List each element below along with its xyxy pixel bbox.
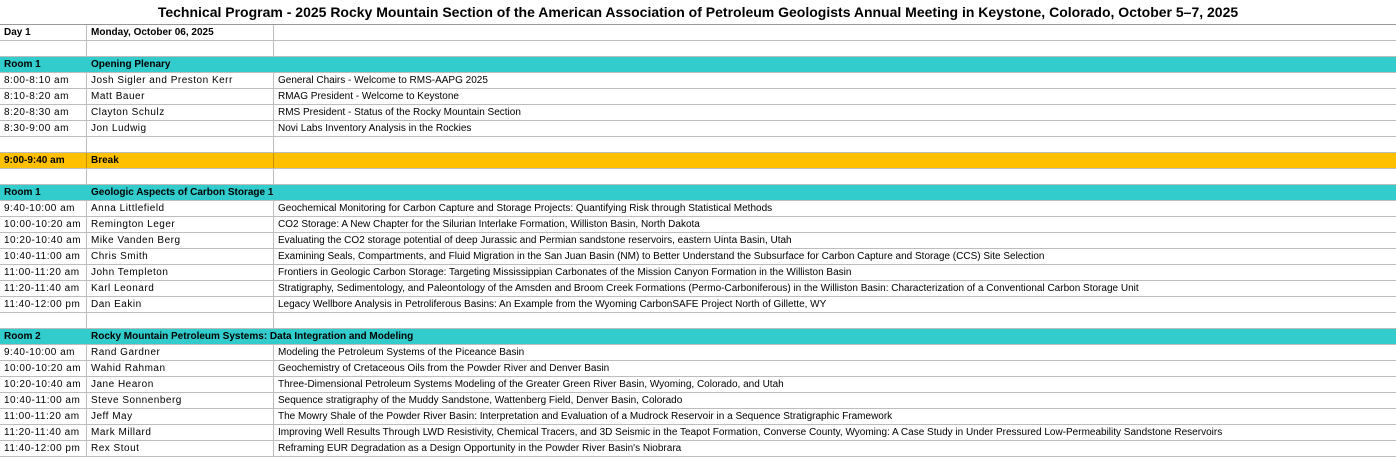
session-title: Opening Plenary bbox=[87, 57, 274, 72]
page-title: Technical Program - 2025 Rocky Mountain Section of the American Association of Petroleum Geologists Annual Meeting in Keystone, Colorado, October 5–7, 2025 bbox=[0, 0, 1396, 25]
talk-row bbox=[0, 281, 1396, 297]
talk-row bbox=[0, 249, 1396, 265]
talk-time: 11:40-12:00 pm bbox=[0, 297, 87, 312]
talk-time: 8:00-8:10 am bbox=[0, 73, 87, 88]
talk-title: Improving Well Results Through LWD Resistivity, Chemical Tracers, and 3D Seismic in the Teapot Formation, Converse County, Wyoming: A Case Study in Under Pressured Low-Permeability Sandstone Reservoirs bbox=[278, 427, 1223, 438]
talk-speaker: Anna Littlefield bbox=[87, 201, 274, 216]
talk-title: Examining Seals, Compartments, and Fluid Migration in the San Juan Basin (NM) to Better Understand the Subsurface for Carbon Capture and Storage (CCS) Site Selection bbox=[278, 251, 1045, 262]
talk-speaker: Rand Gardner bbox=[87, 345, 274, 360]
talk-time: 11:40-12:00 pm bbox=[0, 441, 87, 456]
talk-title: Geochemistry of Cretaceous Oils from the Powder River and Denver Basin bbox=[278, 363, 610, 374]
spacer-row bbox=[0, 137, 1396, 153]
talk-speaker: Remington Leger bbox=[87, 217, 274, 232]
talk-title: Legacy Wellbore Analysis in Petroliferous Basins: An Example from the Wyoming CarbonSAFE Project North of Gillette, WY bbox=[278, 299, 827, 310]
session-title: Rocky Mountain Petroleum Systems: Data Integration and Modeling bbox=[87, 329, 274, 344]
talk-row bbox=[0, 441, 1396, 457]
talk-speaker: Wahid Rahman bbox=[87, 361, 274, 376]
talk-speaker: Mike Vanden Berg bbox=[87, 233, 274, 248]
talk-time: 10:20-10:40 am bbox=[0, 377, 87, 392]
talk-speaker: John Templeton bbox=[87, 265, 274, 280]
spacer-row bbox=[0, 169, 1396, 185]
day-empty bbox=[274, 25, 1396, 40]
session-header-row bbox=[0, 329, 1396, 345]
talk-title: Three-Dimensional Petroleum Systems Modeling of the Greater Green River Basin, Wyoming, Colorado, and Utah bbox=[278, 379, 784, 390]
talk-speaker: Karl Leonard bbox=[87, 281, 274, 296]
talk-time: 10:20-10:40 am bbox=[0, 233, 87, 248]
day-label: Day 1 bbox=[0, 25, 87, 40]
talk-speaker: Jon Ludwig bbox=[87, 121, 274, 136]
day-row bbox=[0, 25, 1396, 41]
spacer-row bbox=[0, 41, 1396, 57]
break-row bbox=[0, 153, 1396, 169]
talk-title: Geochemical Monitoring for Carbon Capture and Storage Projects: Quantifying Risk through Statistical Methods bbox=[278, 203, 773, 214]
talk-title: Stratigraphy, Sedimentology, and Paleontology of the Amsden and Broom Creek Formations (Permo-Carboniferous) in the Williston Basin: Characterization of a Conventional Carbon Storage Unit bbox=[278, 283, 1139, 294]
talk-time: 9:40-10:00 am bbox=[0, 345, 87, 360]
talk-speaker: Jane Hearon bbox=[87, 377, 274, 392]
talk-row bbox=[0, 73, 1396, 89]
talk-time: 11:00-11:20 am bbox=[0, 409, 87, 424]
talk-time: 8:20-8:30 am bbox=[0, 105, 87, 120]
talk-time: 10:40-11:00 am bbox=[0, 249, 87, 264]
talk-title: Novi Labs Inventory Analysis in the Rockies bbox=[278, 123, 472, 134]
talk-row bbox=[0, 233, 1396, 249]
session-room: Room 1 bbox=[0, 185, 87, 200]
talk-row bbox=[0, 297, 1396, 313]
talk-title: General Chairs - Welcome to RMS-AAPG 2025 bbox=[278, 75, 488, 86]
talk-title: RMAG President - Welcome to Keystone bbox=[278, 91, 459, 102]
talk-title: The Mowry Shale of the Powder River Basin: Interpretation and Evaluation of a Mudrock Reservoir in a Sequence Stratigraphic Framework bbox=[278, 411, 893, 422]
day-date: Monday, October 06, 2025 bbox=[87, 25, 274, 40]
break-time: 9:00-9:40 am bbox=[0, 153, 87, 168]
talk-row bbox=[0, 265, 1396, 281]
session-room: Room 2 bbox=[0, 329, 87, 344]
talk-time: 10:40-11:00 am bbox=[0, 393, 87, 408]
talk-time: 11:20-11:40 am bbox=[0, 281, 87, 296]
spacer-row bbox=[0, 313, 1396, 329]
talk-title: CO2 Storage: A New Chapter for the Silurian Interlake Formation, Williston Basin, North Dakota bbox=[278, 219, 700, 230]
talk-row bbox=[0, 121, 1396, 137]
talk-speaker: Matt Bauer bbox=[87, 89, 274, 104]
session-room: Room 1 bbox=[0, 57, 87, 72]
talk-time: 10:00-10:20 am bbox=[0, 361, 87, 376]
talk-row bbox=[0, 105, 1396, 121]
session-header-row bbox=[0, 185, 1396, 201]
talk-speaker: Chris Smith bbox=[87, 249, 274, 264]
talk-time: 10:00-10:20 am bbox=[0, 217, 87, 232]
talk-title: Sequence stratigraphy of the Muddy Sandstone, Wattenberg Field, Denver Basin, Colorado bbox=[278, 395, 683, 406]
talk-row bbox=[0, 361, 1396, 377]
talk-time: 11:20-11:40 am bbox=[0, 425, 87, 440]
talk-title: Reframing EUR Degradation as a Design Opportunity in the Powder River Basin's Niobrara bbox=[278, 443, 682, 454]
talk-speaker: Mark Millard bbox=[87, 425, 274, 440]
talk-speaker: Dan Eakin bbox=[87, 297, 274, 312]
talk-speaker: Jeff May bbox=[87, 409, 274, 424]
talk-row bbox=[0, 217, 1396, 233]
session-header-row bbox=[0, 57, 1396, 73]
session-title: Geologic Aspects of Carbon Storage 1 bbox=[87, 185, 274, 200]
talk-speaker: Clayton Schulz bbox=[87, 105, 274, 120]
talk-title: Modeling the Petroleum Systems of the Piceance Basin bbox=[278, 347, 525, 358]
talk-row bbox=[0, 425, 1396, 441]
talk-row bbox=[0, 345, 1396, 361]
talk-time: 11:00-11:20 am bbox=[0, 265, 87, 280]
talk-row bbox=[0, 89, 1396, 105]
talk-row bbox=[0, 393, 1396, 409]
talk-row bbox=[0, 409, 1396, 425]
talk-speaker: Rex Stout bbox=[87, 441, 274, 456]
talk-speaker: Josh Sigler and Preston Kerr bbox=[87, 73, 274, 88]
talk-row bbox=[0, 377, 1396, 393]
talk-time: 8:30-9:00 am bbox=[0, 121, 87, 136]
talk-title: RMS President - Status of the Rocky Mountain Section bbox=[278, 107, 521, 118]
talk-speaker: Steve Sonnenberg bbox=[87, 393, 274, 408]
break-label: Break bbox=[87, 153, 274, 168]
talk-title: Frontiers in Geologic Carbon Storage: Targeting Mississippian Carbonates of the Mission Canyon Formation in the Williston Basin bbox=[278, 267, 852, 278]
talk-row bbox=[0, 201, 1396, 217]
talk-time: 8:10-8:20 am bbox=[0, 89, 87, 104]
talk-time: 9:40-10:00 am bbox=[0, 201, 87, 216]
talk-title: Evaluating the CO2 storage potential of deep Jurassic and Permian sandstone reservoirs, eastern Uinta Basin, Utah bbox=[278, 235, 792, 246]
